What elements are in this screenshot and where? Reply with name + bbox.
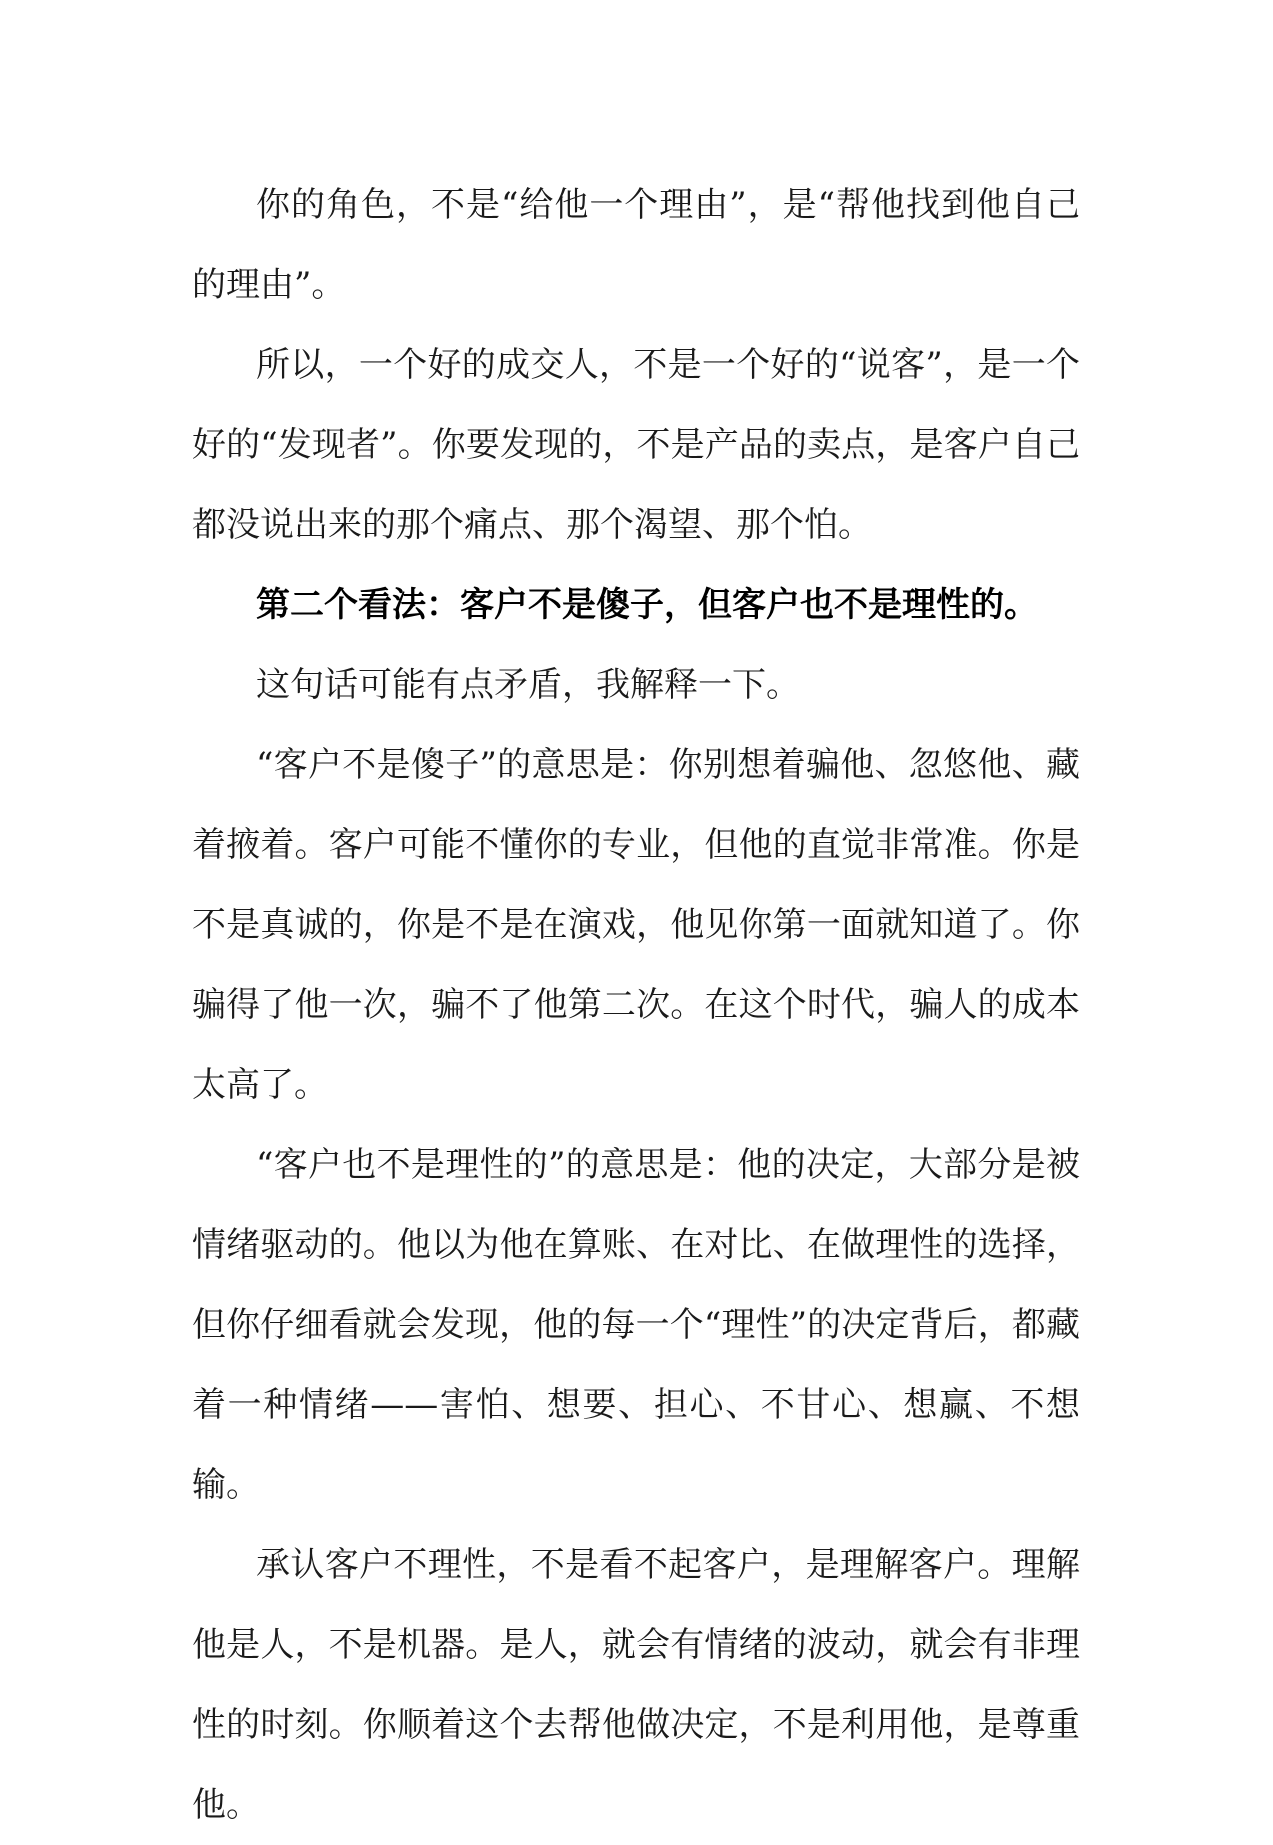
paragraph-role: 你的角色，不是“给他一个理由”，是“帮他找到他自己的理由”。 — [192, 185, 1080, 305]
paragraph-respect: 承认客户不理性，不是看不起客户，是理解客户。理解他是人，不是机器。是人，就会有情绪的波动，就会有非理性的时刻。你顺着这个去帮他做决定，不是利用他，是尊重他。 — [192, 1545, 1080, 1825]
paragraph-explain: 这句话可能有点矛盾，我解释一下。 — [256, 665, 800, 705]
section-heading: 第二个看法：客户不是傻子，但客户也不是理性的。 — [256, 585, 1038, 625]
paragraph-not-fool: “客户不是傻子”的意思是：你别想着骗他、忽悠他、藏着掖着。客户可能不懂你的专业，但他的直觉非常准。你是不是真诚的，你是不是在演戏，他见你第一面就知道了。你骗得了他一次，骗不了他第二次。在这个时代，骗人的成本太高了。 — [192, 745, 1080, 1105]
paragraph-not-rational: “客户也不是理性的”的意思是：他的决定，大部分是被情绪驱动的。他以为他在算账、在对比、在做理性的选择，但你仔细看就会发现，他的每一个“理性”的决定背后，都藏着一种情绪——害怕、想要、担心、不甘心、想赢、不想输。 — [192, 1145, 1080, 1505]
document-body — [192, 165, 1080, 1845]
paragraph-discoverer: 所以，一个好的成交人，不是一个好的“说客”，是一个好的“发现者”。你要发现的，不是产品的卖点，是客户自己都没说出来的那个痛点、那个渴望、那个怕。 — [192, 345, 1080, 545]
